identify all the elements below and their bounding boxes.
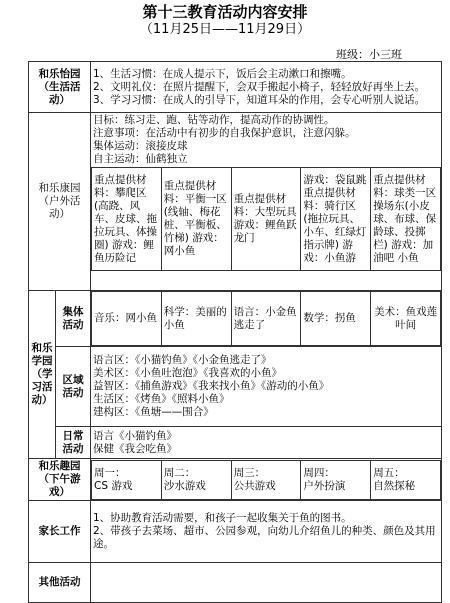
weekday-cell [301,460,371,499]
row-fun-garden [29,459,442,501]
page-title: 第十三教育活动内容安排 [142,3,308,21]
zone-item: 益智区：《捕鱼游戏》《我来找小鱼》《游动的小鱼》 [93,380,330,392]
row-collective [29,291,442,347]
daily-content [91,427,442,459]
daily-label: 日常活动 [56,427,91,459]
station-cell: 重点提供材料：攀爬区(高跷、风车、皮球、拖拉玩具、体操圈) 游戏：鲤鱼历险记 [92,168,162,271]
collective-item: 美术：鱼戏莲叶间 [371,292,441,346]
other-label: 其他活动 [29,563,91,603]
joyful-item: 1、生活习惯：在成人提示下，饭后会主动漱口和擦嘴。 [93,67,352,80]
joyful-item: 3、学习习惯：在成人的引导下，知道耳朵的作用，会专心听别人说话。 [93,93,426,106]
row-parent-work [29,501,442,563]
parent-work-label: 家长工作 [29,501,91,563]
station-cell: 重点提供材料：球类一区操场东(小皮球、布球、保龄球、投掷栏) 游戏：加油吧 小鱼 [371,168,441,271]
health-goal: 目标：练习走、跑、钻等动作，提高动作的协调性。 [93,114,335,126]
row-zones [29,347,442,427]
parent-item: 2、带孩子去菜场、超市、公园参观，向幼儿介绍鱼儿的种类、颜色及其用途。 [93,525,436,550]
health-free-exercise: 自主运动：仙鹤独立 [93,153,188,165]
collective-item: 音乐：网小鱼 [92,292,162,346]
daily-item: 保健《我会吃鱼》 [93,442,177,455]
weekday-game: 自然探秘 [373,479,416,492]
class-label: 班级：小三班 [336,48,402,61]
health-garden-content [91,113,442,291]
joyful-item: 2、文明礼仪：在照片提醒下，会双手搬起小椅子，轻轻放好再坐上去。 [93,80,426,93]
fun-garden-content [91,459,442,501]
zones-label: 区域活动 [56,347,91,427]
weekday-cell [371,460,441,499]
weekday-grid [91,460,441,500]
parent-work-content [91,501,442,563]
parent-item: 1、协助教育活动需要，和孩子一起收集关于鱼的图书。 [93,512,352,524]
weekday-cell [92,460,162,499]
station-cell: 重点提供材料：大型玩具 游戏：鲤鱼跃龙门 [231,168,301,271]
station-cell: 游戏：袋鼠跳 重点提供材料：骑行区(拖拉玩具、小车、红绿灯指示牌) 游戏：小鱼游 [301,168,371,271]
schedule-table [28,61,442,603]
weekday-game: 户外扮演 [303,479,346,492]
weekday-label: 周四： [303,466,335,479]
collective-label: 集体活动 [56,291,91,347]
daily-item: 语言《小猫钓鱼》 [93,429,177,442]
weekday-label: 周五： [373,466,405,479]
row-health-garden [29,113,442,291]
zone-item: 生活区：《烤鱼》《照料小鱼》 [93,393,230,405]
fun-garden-label: 和乐趣园（下午游戏） [29,459,91,501]
collective-item: 数学：拐鱼 [301,292,371,346]
weekday-game: 沙水游戏 [163,479,206,492]
health-group-exercise: 集体运动：滚接皮球 [93,140,188,152]
joyful-garden-content [91,62,442,113]
zones-content [91,347,442,427]
collective-item: 语言：小金鱼逃走了 [231,292,301,346]
weekday-label: 周二： [163,466,196,479]
other-content [91,563,442,603]
collective-item: 科学：美丽的小鱼 [161,292,231,346]
weekday-game: 公共游戏 [233,479,276,492]
weekday-label: 周一： [94,466,126,479]
collective-content [91,291,442,347]
joyful-garden-label: 和乐怡园（生活活动） [29,62,91,113]
zone-item: 建构区：《鱼塘——围合》 [93,406,214,418]
weekday-game: CS 游戏 [94,479,133,492]
collective-grid [91,291,441,346]
learning-garden-label: 和乐学园（学习活动） [29,291,56,459]
weekday-cell [231,460,301,499]
zone-item: 美术区：《小鱼吐泡泡》《我喜欢的小鱼》 [93,367,282,379]
health-notice: 注意事项：在活动中有初步的自我保护意识，注意闪躲。 [93,127,356,139]
row-other [29,563,442,603]
station-grid [91,167,441,271]
health-garden-label: 和乐康园（户外活动） [29,113,91,291]
row-joyful-garden [29,62,442,113]
zone-item: 语言区：《小猫钓鱼》《小金鱼逃走了》 [93,354,272,366]
weekday-cell [161,460,231,499]
weekday-label: 周三： [233,466,266,479]
row-daily [29,427,442,459]
station-cell: 重点提供材料：平衡一区(线轴、梅花桩、平衡板、竹梯) 游戏：网小鱼 [161,168,231,271]
date-range: （11月25日——11月29日） [139,22,311,37]
